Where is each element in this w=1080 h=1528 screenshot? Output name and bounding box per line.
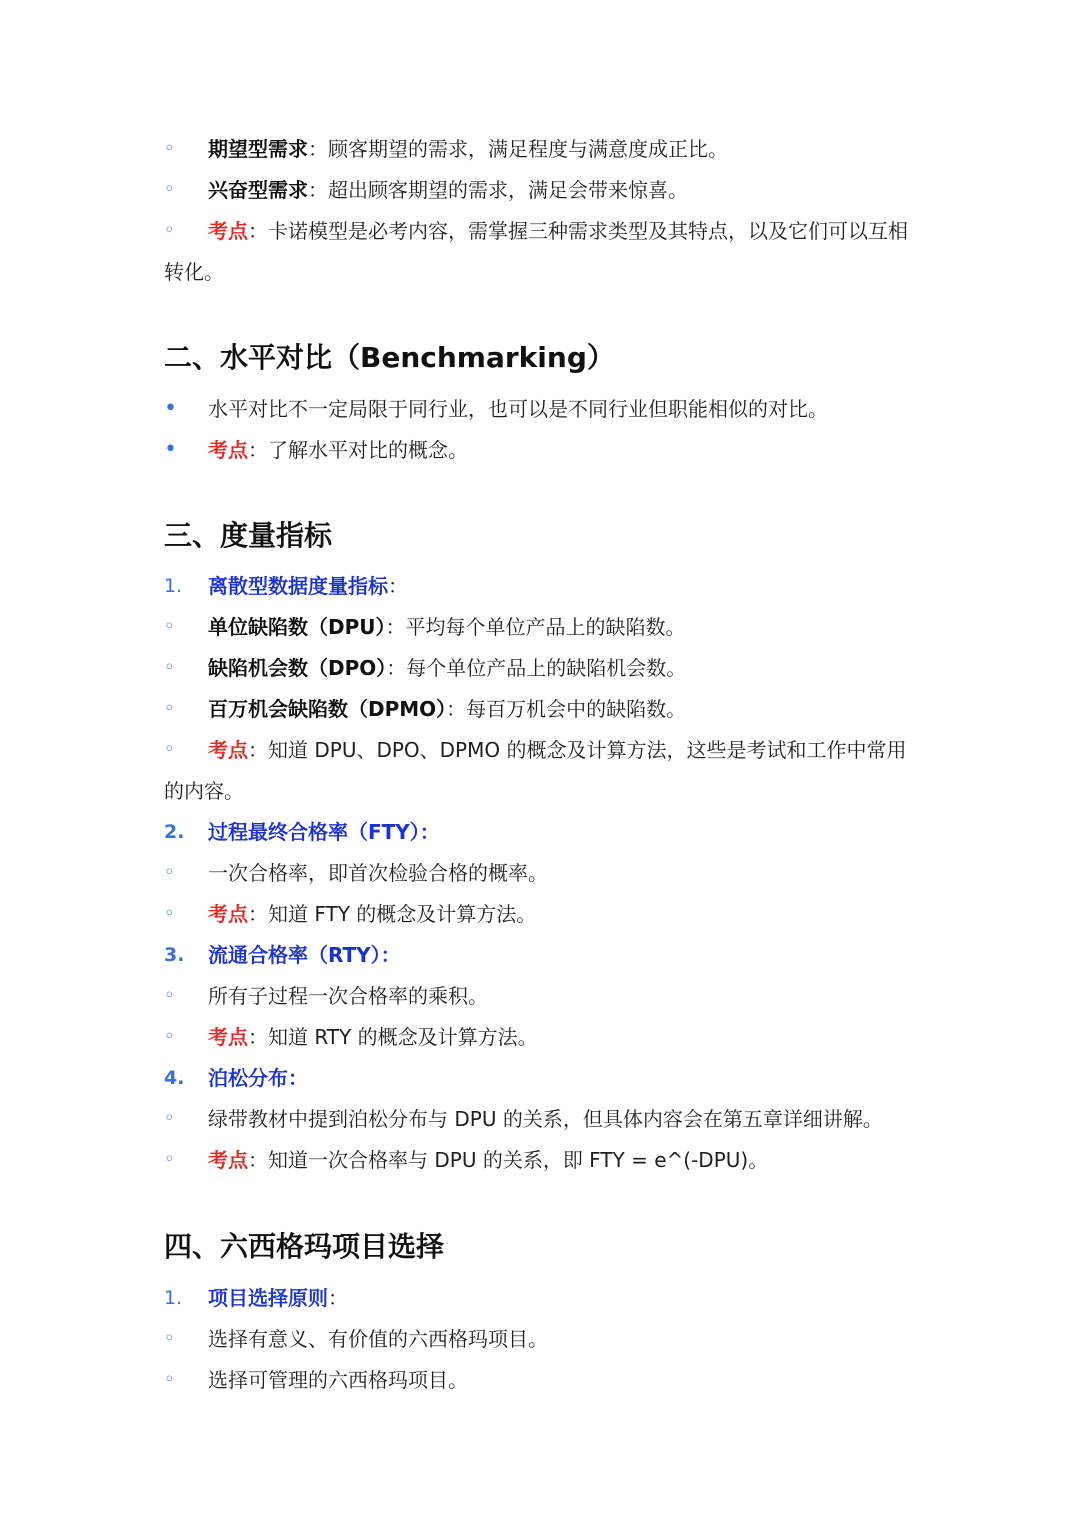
list-number: 2. <box>164 821 185 843</box>
item-text: ：知道一次合格率与 DPU 的关系，即 FTY = e^(-DPU)。 <box>248 1148 769 1172</box>
bullet-icon: • <box>164 396 177 421</box>
item-text: 一次合格率，即首次检验合格的概率。 <box>208 861 548 885</box>
item-text-continuation: 的内容。 <box>164 779 244 803</box>
item-text: ：了解水平对比的概念。 <box>248 438 468 462</box>
keypoint-label: 考点 <box>208 902 248 926</box>
item-text: ：知道 RTY 的概念及计算方法。 <box>248 1025 538 1049</box>
section-heading: 四、六西格玛项目选择 <box>164 1230 445 1263</box>
item-term: 兴奋型需求 <box>208 178 308 202</box>
item-text: ：知道 FTY 的概念及计算方法。 <box>248 902 537 926</box>
section-heading: 二、水平对比（Benchmarking） <box>164 341 615 374</box>
hollow-bullet-icon: ◦ <box>164 985 175 1006</box>
hollow-bullet-icon: ◦ <box>164 698 175 719</box>
hollow-bullet-icon: ◦ <box>164 657 175 678</box>
item-term: 单位缺陷数（DPU） <box>208 615 386 639</box>
item-text: 水平对比不一定局限于同行业，也可以是不同行业但职能相似的对比。 <box>208 397 828 421</box>
item-text-continuation: 转化。 <box>164 260 224 284</box>
list-number: 3. <box>164 944 185 966</box>
item-text: ：每百万机会中的缺陷数。 <box>446 697 687 721</box>
hollow-bullet-icon: ◦ <box>164 1026 175 1047</box>
hollow-bullet-icon: ◦ <box>164 1108 175 1129</box>
keypoint-label: 考点 <box>208 738 248 762</box>
hollow-bullet-icon: ◦ <box>164 138 175 159</box>
item-text: ：卡诺模型是必考内容，需掌握三种需求类型及其特点，以及它们可以互相 <box>248 219 908 243</box>
hollow-bullet-icon: ◦ <box>164 1369 175 1390</box>
item-term: 期望型需求 <box>208 137 308 161</box>
keypoint-label: 考点 <box>208 219 248 243</box>
list-number: 1. <box>164 1287 183 1309</box>
hollow-bullet-icon: ◦ <box>164 179 175 200</box>
hollow-bullet-icon: ◦ <box>164 220 175 241</box>
subheading-title: 泊松分布： <box>208 1066 308 1090</box>
hollow-bullet-icon: ◦ <box>164 616 175 637</box>
keypoint-label: 考点 <box>208 1148 248 1172</box>
item-text: 选择有意义、有价值的六西格玛项目。 <box>208 1327 548 1351</box>
item-text: ：知道 DPU、DPO、DPMO 的概念及计算方法，这些是考试和工作中常用 <box>248 738 907 762</box>
subheading-suffix: ： <box>328 1286 348 1310</box>
subheading-title: 流通合格率（RTY）： <box>208 943 401 967</box>
item-text: 选择可管理的六西格玛项目。 <box>208 1368 468 1392</box>
subheading-title: 离散型数据度量指标 <box>208 574 388 598</box>
section-heading: 三、度量指标 <box>164 519 333 552</box>
keypoint-label: 考点 <box>208 438 248 462</box>
subheading-title: 过程最终合格率（FTY）： <box>208 820 440 844</box>
subheading-suffix: ： <box>388 574 408 598</box>
item-term: 缺陷机会数（DPO） <box>208 656 387 680</box>
hollow-bullet-icon: ◦ <box>164 862 175 883</box>
list-number: 1. <box>164 575 183 597</box>
item-text: 所有子过程一次合格率的乘积。 <box>208 984 488 1008</box>
bullet-icon: • <box>164 437 177 462</box>
hollow-bullet-icon: ◦ <box>164 1149 175 1170</box>
item-text: ：顾客期望的需求，满足程度与满意度成正比。 <box>308 137 728 161</box>
item-text: ：超出顾客期望的需求，满足会带来惊喜。 <box>308 178 688 202</box>
hollow-bullet-icon: ◦ <box>164 739 175 760</box>
item-text: ：每个单位产品上的缺陷机会数。 <box>386 656 687 680</box>
item-text: ：平均每个单位产品上的缺陷数。 <box>385 615 686 639</box>
subheading-title: 项目选择原则 <box>208 1286 328 1310</box>
list-number: 4. <box>164 1067 185 1089</box>
hollow-bullet-icon: ◦ <box>164 903 175 924</box>
item-text: 绿带教材中提到泊松分布与 DPU 的关系，但具体内容会在第五章详细讲解。 <box>208 1107 883 1131</box>
hollow-bullet-icon: ◦ <box>164 1328 175 1349</box>
keypoint-label: 考点 <box>208 1025 248 1049</box>
item-term: 百万机会缺陷数（DPMO） <box>208 697 447 721</box>
